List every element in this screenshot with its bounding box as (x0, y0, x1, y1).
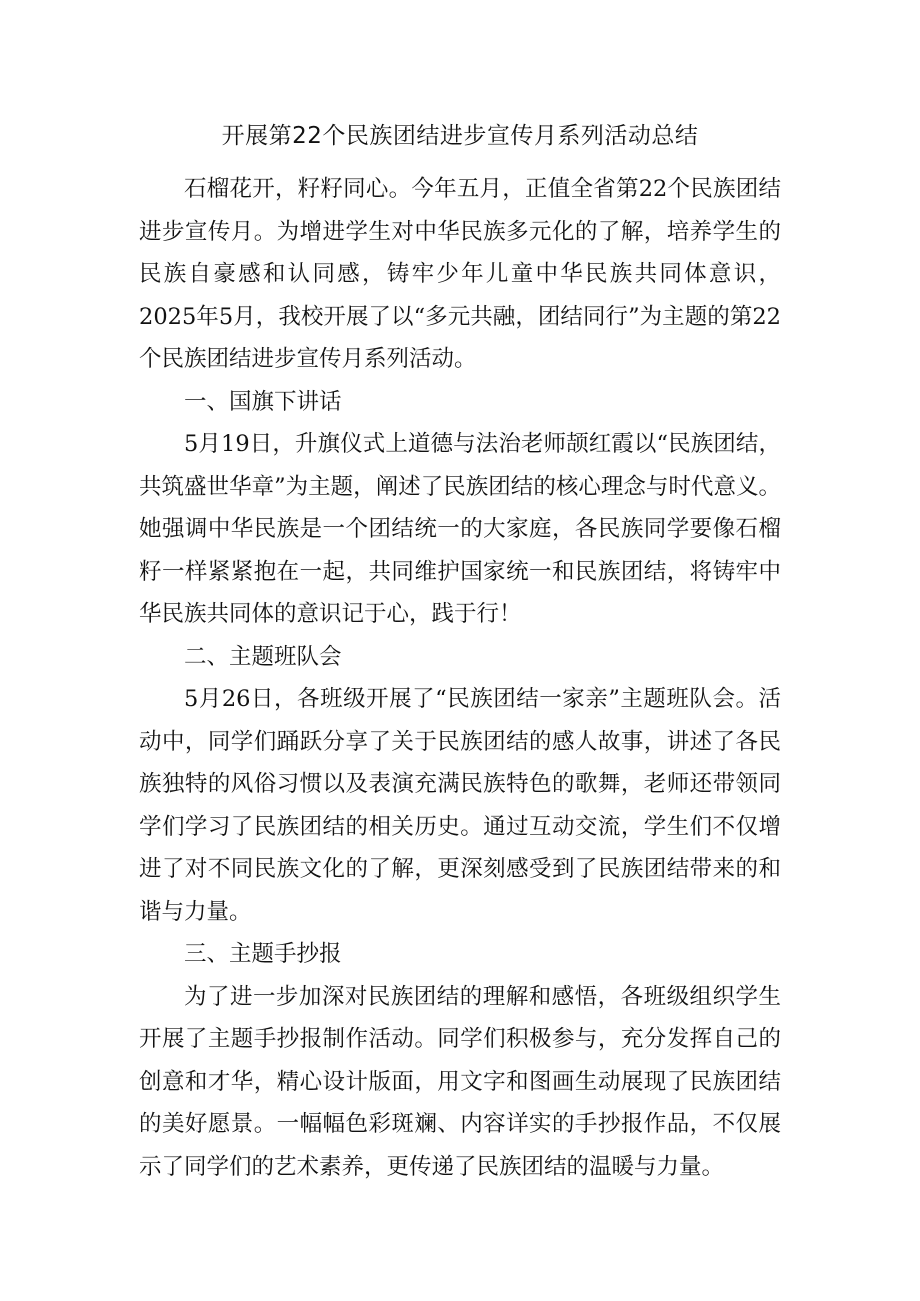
section-paragraph-class-meeting: 5月26日，各班级开展了“民族团结一家亲”主题班队会。活动中，同学们踊跃分享了关于民族团结的感人故事，讲述了各民族独特的风俗习惯以及表演充满民族特色的歌舞，老师还带领同学们学习了民族团结的相关历史。通过互动交流，学生们不仅增进了对不同民族文化的了解，更深刻感受到了民族团结带来的和谐与力量。 (139, 686, 781, 925)
section-paragraph-handwritten-newspaper: 为了进一步加深对民族团结的理解和感悟，各班级组织学生开展了主题手抄报制作活动。同学们积极参与，充分发挥自己的创意和才华，精心设计版面，用文字和图画生动展现了民族团结的美好愿景。一幅幅色彩斑斓、内容详实的手抄报作品，不仅展示了同学们的艺术素养，更传递了民族团结的温暖与力量。 (139, 983, 781, 1180)
document-body (139, 168, 781, 1188)
section-paragraph-speech: 5月19日，升旗仪式上道德与法治老师颉红霞以“民族团结，共筑盛世华章”为主题，阐述了民族团结的核心理念与时代意义。她强调中华民族是一个团结统一的大家庭，各民族同学要像石榴籽一样紧紧抱在一起，共同维护国家统一和民族团结，将铸牢中华民族共同体的意识记于心，践于行！ (139, 431, 781, 627)
document-title: 开展第22个民族团结进步宣传月系列活动总结 (221, 123, 699, 149)
section-heading-speech: 一、国旗下讲话 (184, 388, 342, 415)
intro-paragraph: 石榴花开，籽籽同心。今年五月，正值全省第22个民族团结进步宣传月。为增进学生对中华民族多元化的了解，培养学生的民族自豪感和认同感，铸牢少年儿童中华民族共同体意识，2025年5月，我校开展了以“多元共融，团结同行”为主题的第22个民族团结进步宣传月系列活动。 (139, 176, 781, 372)
section-heading-handwritten-newspaper: 三、主题手抄报 (184, 941, 342, 967)
section-heading-class-meeting: 二、主题班队会 (184, 643, 342, 670)
